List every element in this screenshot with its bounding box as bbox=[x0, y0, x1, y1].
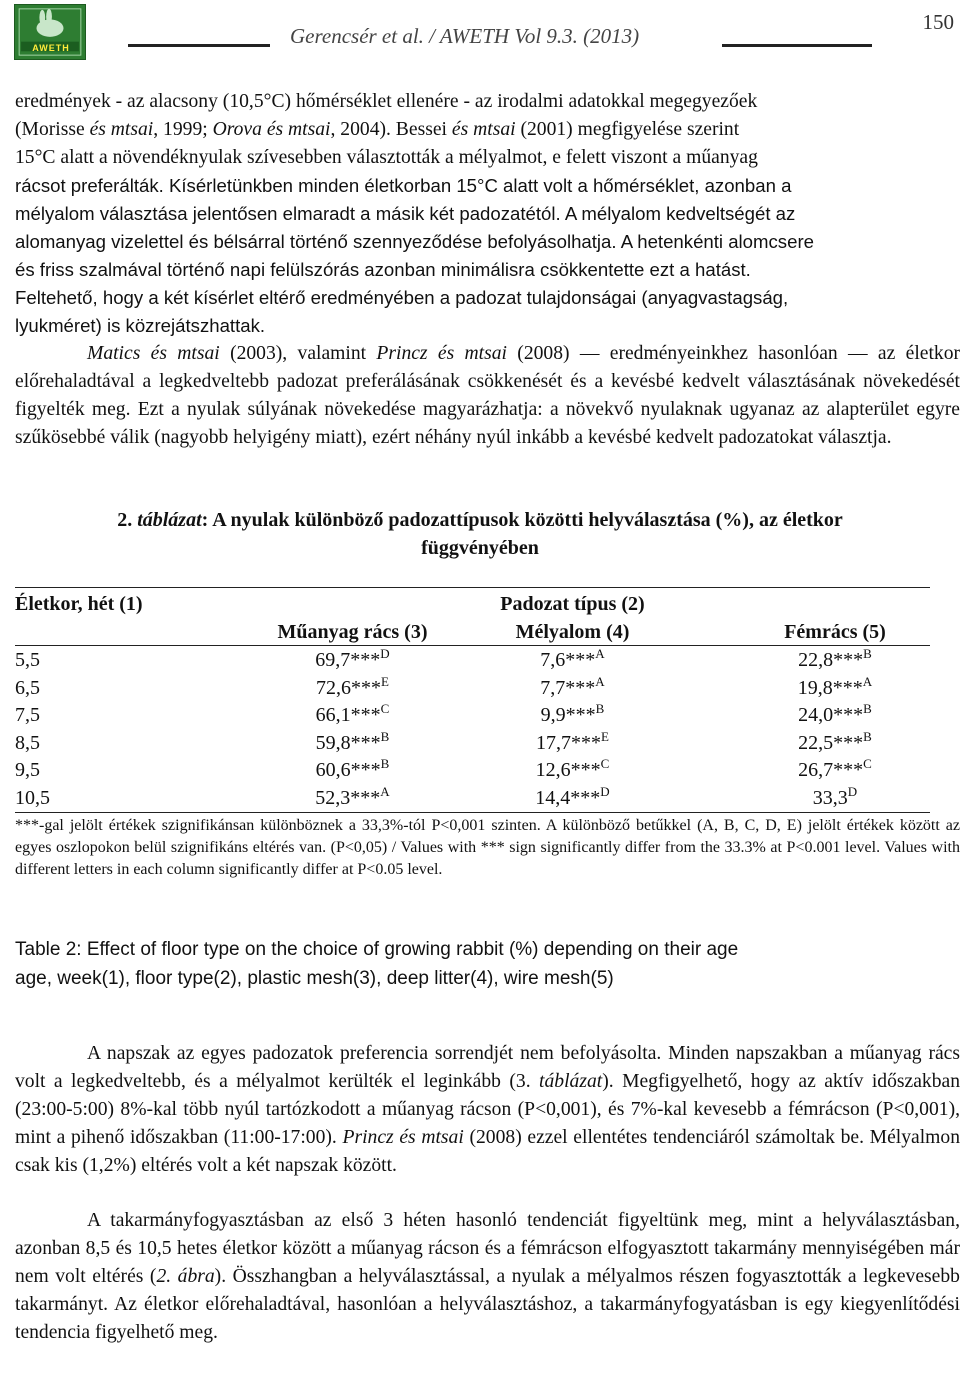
logo-text: AWETH bbox=[32, 43, 70, 53]
text-line: 15°C alatt a növendéknyulak szívesebben választották a mélyalmot, e felett viszont a műanyag bbox=[15, 147, 758, 168]
cell-age: 10,5 bbox=[15, 787, 50, 809]
text-line: Feltehető, hogy a két kísérlet eltérő eredményében a padozat tulajdonságai (anyagvastagság, bbox=[15, 287, 789, 308]
cell-plastic-mesh: 72,6***$^E$ bbox=[316, 673, 389, 699]
table-row bbox=[15, 674, 945, 702]
cell-age: 7,5 bbox=[15, 704, 40, 727]
table-row bbox=[15, 784, 945, 812]
text-line: és friss szalmával történő napi felülszórás azonban minimálisra csökkentette ezt a hatást. bbox=[15, 259, 751, 280]
text-line: lyukméret) is közrejátszhattak. bbox=[15, 315, 266, 336]
journal-logo bbox=[14, 4, 86, 60]
cell-plastic-mesh: 59,8***$^B$ bbox=[315, 728, 390, 754]
cell-wire-mesh: 19,8***$^A$ bbox=[797, 673, 873, 699]
cell-plastic-mesh: 60,6***$^B$ bbox=[315, 756, 390, 782]
table-caption: 2. táblázat: A nyulak különböző padozattípusok közötti helyválasztása (%), az életkor függvényében bbox=[117, 509, 843, 559]
cell-deep-litter: 7,6***$^A$ bbox=[540, 646, 605, 671]
cell-plastic-mesh: 52,3***$^A$ bbox=[315, 784, 390, 809]
cell-wire-mesh: 26,7***$^C$ bbox=[798, 756, 872, 782]
cell-plastic-mesh: 69,7***$^D$ bbox=[315, 646, 390, 671]
cell-age: 9,5 bbox=[15, 759, 40, 782]
text-line: (Morisse és mtsai, 1999; Orova és mtsai, 2004). Bessei és mtsai (2001) megfigyelése szerint bbox=[15, 119, 740, 140]
paragraph-1 bbox=[15, 88, 960, 340]
cell-wire-mesh: 22,5***$^B$ bbox=[798, 728, 872, 754]
text-line: eredmények - az alacsony (10,5°C) hőmérséklet ellenére - az irodalmi adatokkal megegyezőek bbox=[15, 91, 758, 112]
cell-age: 8,5 bbox=[15, 731, 40, 754]
cell-wire-mesh: 22,8***$^B$ bbox=[798, 646, 872, 671]
cell-age: 5,5 bbox=[15, 649, 40, 671]
header-deep-litter: Mélyalom (4) bbox=[515, 621, 630, 643]
paragraph-3: A napszak az egyes padozatok preferencia sorrendjét nem befolyásolta. Minden napszakban a műanyag rács volt a legkedveltebb, és a mélyalmot kerülték el leginkább (3. táblázat). Megfigyelhető, hogy az aktív időszakban (23:00-5:00) 8%-kal több nyúl tartózkodott a műanyag rácson (P<0,001), és 7%-kal kevesebb a fémrácson (P<0,001), mint a pihenő időszakban (11:00-17:00). Princz és mtsai (2008) ezzel ellentétes tendenciáról számoltak be. Mélyalmon csak kis (1,2%) eltérés volt a két napszak között. bbox=[15, 1043, 960, 1176]
cell-deep-litter: 14,4***$^D$ bbox=[535, 784, 610, 809]
english-caption: Table 2: Effect of floor type on the choice of growing rabbit (%) depending on their age age, week(1), floor type(2), plastic mesh(3), deep litter(4), wire mesh(5) bbox=[15, 939, 739, 989]
header-rule-right bbox=[722, 44, 872, 47]
text-line: rácsot preferálták. Kísérletünkben minden életkorban 15°C alatt volt a hőmérséklet, azonban a bbox=[15, 175, 792, 196]
table-row bbox=[15, 646, 945, 674]
table-note: ***-gal jelölt értékek szignifikánsan különböznek a 33,3%-tól P<0,001 szinten. A különböző betűkkel (A, B, C, D, E) jelölt értékek között az egyes oszlopokon belül szignifikáns eltérés van. (P<0,05) / Values with *** sign significantly differ from the 33.3% at P<0.001 level. Values with different letters in each column significantly differ at P<0.05 level. bbox=[15, 817, 960, 878]
table-row bbox=[15, 756, 945, 784]
header-age: Életkor, hét (1) bbox=[15, 593, 143, 615]
table-bottom-rule bbox=[15, 812, 930, 813]
header-rule-left bbox=[128, 44, 270, 47]
cell-deep-litter: 17,7***$^E$ bbox=[536, 728, 609, 754]
header-plastic-mesh: Műanyag rács (3) bbox=[277, 621, 428, 643]
running-head: Gerencsér et al. / AWETH Vol 9.3. (2013) bbox=[290, 24, 640, 48]
table-header-row-1 bbox=[15, 590, 945, 618]
header-floor-type: Padozat típus (2) bbox=[500, 593, 645, 615]
header-wire-mesh: Fémrács (5) bbox=[784, 621, 886, 643]
table-header-row-2 bbox=[15, 618, 945, 646]
text-line: alomanyag vizelettel és bélsárral történő szennyeződése befolyásolhatja. A hetenkénti alomcsere bbox=[15, 231, 814, 252]
cell-deep-litter: 12,6***$^C$ bbox=[535, 756, 610, 782]
table-row bbox=[15, 729, 945, 757]
cell-plastic-mesh: 66,1***$^C$ bbox=[315, 701, 390, 727]
cell-deep-litter: 9,9***$^B$ bbox=[540, 701, 605, 727]
cell-deep-litter: 7,7***$^A$ bbox=[540, 673, 605, 699]
table-row bbox=[15, 701, 945, 729]
text-line: mélyalom választása jelentősen elmaradt a másik két padozatétól. A mélyalom kedveltségét az bbox=[15, 203, 796, 224]
cell-wire-mesh: $33,3^D$ bbox=[812, 784, 858, 809]
table-top-rule bbox=[15, 587, 930, 588]
page-number: 150 bbox=[922, 10, 954, 34]
paragraph-4: A takarmányfogyasztásban az első 3 héten hasonló tendenciát figyeltünk meg, mint a helyválasztásban, azonban 8,5 és 10,5 hetes életkor között a műanyag rácson és a fémrácson elfogyasztott takarmány mennyiségében már nem volt eltérés (2. ábra). Összhangban a helyválasztással, a nyulak a mélyalmos részen fogyasztották a legkevesebb takarmányt. Az életkor előrehaladtával, hasonlóan a helyválasztáshoz, a takarmányfogyatásban is egy kiegyenlítődési tendencia figyelhető meg. bbox=[15, 1210, 960, 1343]
paragraph-2: Matics és mtsai (2003), valamint Princz és mtsai (2008) ― eredményeinkhez hasonlóan ― az életkor előrehaladtával a legkedveltebb padozat preferálásának csökkenését és a kevésbé kedvelt választásának növekedését figyelték meg. Ezt a nyulak súlyának növekedése magyarázhatja: a növekvő nyulaknak ugyanaz az alapterület egyre szűkösebbé válik (nagyobb helyigény miatt), ezért néhány nyúl inkább a kevésbé kedvelt padozatokat választja. bbox=[15, 343, 960, 448]
cell-age: 6,5 bbox=[15, 676, 40, 699]
cell-wire-mesh: 24,0***$^B$ bbox=[798, 701, 872, 727]
